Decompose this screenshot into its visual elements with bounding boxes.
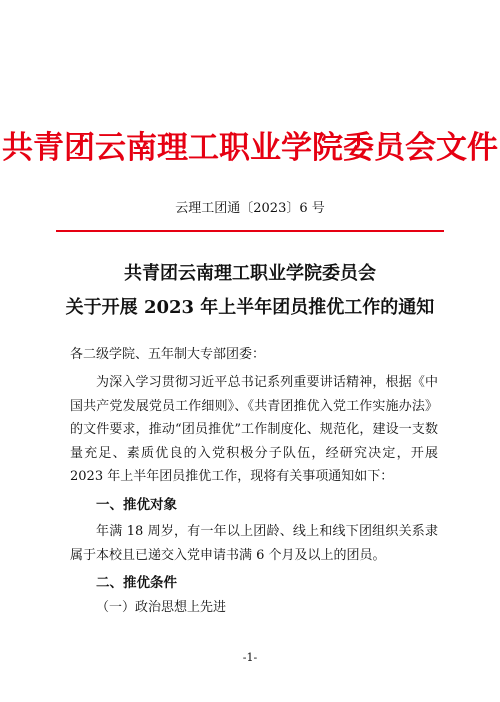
org-header-title: 共青团云南理工职业学院委员会文件 — [2, 130, 498, 166]
salutation: 各二级学院、五年制大专部团委： — [70, 347, 266, 362]
document-number: 云理工团通〔2023〕6 号 — [175, 201, 325, 216]
body-paragraph: 为深入学习贯彻习近平总书记系列重要讲话精神，根据《中国共产党发展党员工作细则》、《共青团推优入党工作实施办法》的文件要求，推动“团员推优”工作制度化、规范化，建设一支数量充足、素质优良的入党积极分子队伍，经研究决定，开展 2023 年上半年团员推优工作，现将有关事项通知如下： — [70, 375, 438, 484]
section-heading: 一、推优对象 — [96, 497, 177, 513]
header-divider — [56, 230, 444, 232]
page-number: -1- — [242, 651, 258, 664]
notice-title-line2: 关于开展 2023 年上半年团员推优工作的通知 — [65, 297, 435, 318]
subsection-heading: （一）政治思想上先进 — [96, 600, 227, 615]
section-heading: 二、推优条件 — [96, 575, 177, 591]
notice-title-line1: 共青团云南理工职业学院委员会 — [124, 263, 376, 284]
body-paragraph: 年满 18 周岁，有一年以上团龄、线上和线下团组织关系隶属于本校且已递交入党申请书满 6 个月及以上的团员。 — [70, 524, 438, 563]
